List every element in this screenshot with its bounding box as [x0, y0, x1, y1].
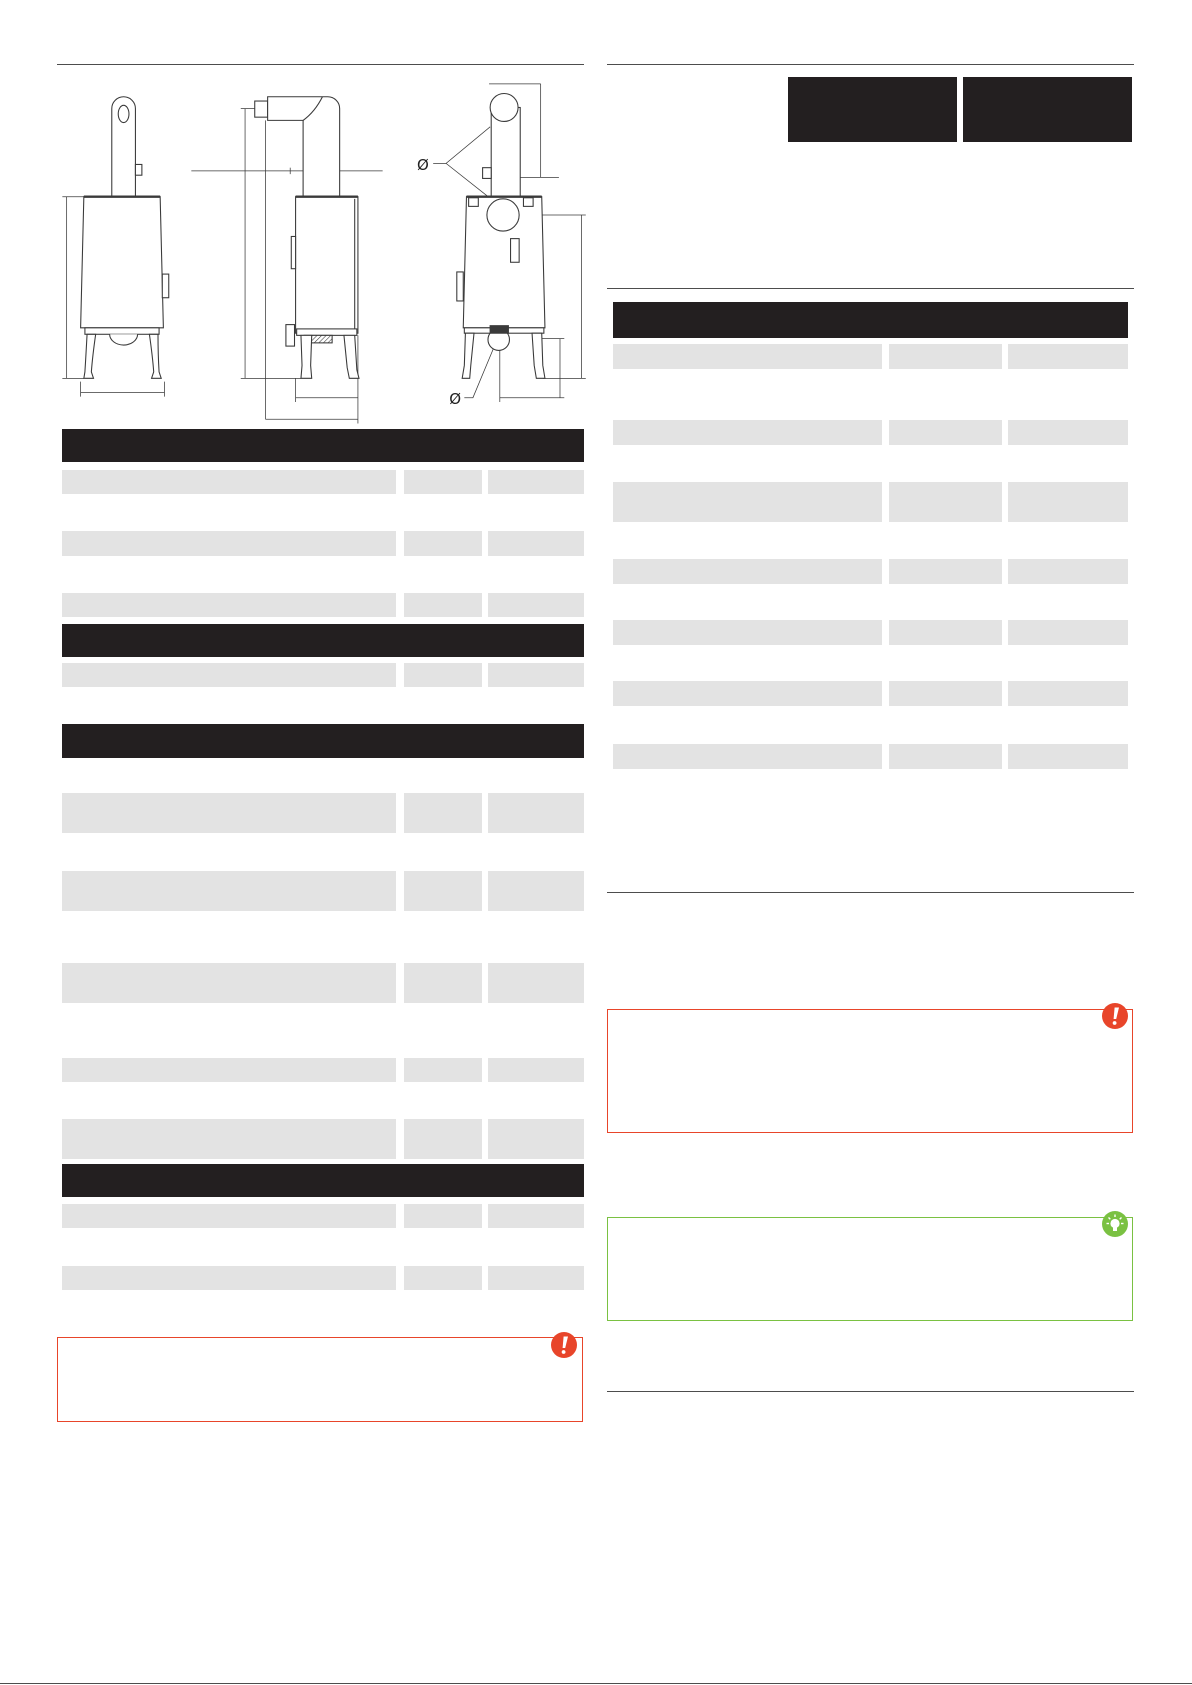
table-row — [613, 344, 1128, 369]
table-cell — [488, 663, 584, 687]
table-cell — [1008, 344, 1128, 369]
table-cell — [613, 482, 882, 522]
front-right-leg — [149, 334, 161, 378]
side-door-hinge — [291, 236, 295, 268]
table-row — [613, 744, 1128, 769]
rear-vent-slot — [511, 239, 520, 263]
table-cell — [62, 593, 396, 617]
table-cell — [488, 1204, 584, 1228]
lightbulb-icon — [1102, 1211, 1128, 1237]
front-ash-pan — [110, 334, 138, 345]
right-rule-3 — [607, 892, 1134, 893]
front-door-handle — [162, 274, 168, 298]
table-cell — [488, 1119, 584, 1159]
table-cell — [889, 420, 1002, 445]
rear-flue-outlet — [487, 199, 519, 231]
left-table-header-2 — [62, 624, 584, 657]
table-cell — [889, 620, 1002, 645]
rear-corner-bracket-left — [469, 198, 479, 207]
exclamation-icon — [551, 1332, 577, 1358]
table-row — [62, 871, 584, 911]
side-right-leg — [344, 335, 359, 378]
table-row — [62, 1119, 584, 1159]
table-cell — [62, 1204, 396, 1228]
rear-flue-outlet-top — [490, 94, 518, 122]
table-cell — [62, 470, 396, 494]
table-cell — [404, 663, 482, 687]
table-cell — [488, 593, 584, 617]
table-cell — [1008, 744, 1128, 769]
rear-corner-bracket-right — [523, 198, 533, 207]
table-cell — [1008, 681, 1128, 706]
front-stove-body — [81, 197, 164, 328]
front-view-drawing — [62, 97, 168, 397]
side-flue-end-cap — [255, 101, 268, 117]
table-row — [613, 482, 1128, 522]
left-table-header-3 — [62, 724, 584, 758]
rear-right-leg — [532, 333, 545, 378]
table-row — [62, 1266, 584, 1290]
table-cell — [1008, 620, 1128, 645]
table-cell — [488, 1058, 584, 1082]
table-row — [62, 1058, 584, 1082]
table-cell — [613, 681, 882, 706]
table-cell — [62, 1119, 396, 1159]
table-cell — [404, 963, 482, 1003]
front-base-plate — [85, 328, 159, 334]
page-bottom-rule — [0, 1683, 1192, 1684]
side-base-plate — [297, 329, 357, 335]
table-cell — [404, 1119, 482, 1159]
model-header-box-1 — [788, 77, 957, 142]
table-cell — [62, 663, 396, 687]
side-left-leg — [301, 335, 312, 378]
left-table-header-1 — [62, 429, 584, 462]
model-header-box-2 — [963, 77, 1132, 142]
table-cell — [613, 620, 882, 645]
front-flue-damper — [135, 164, 141, 175]
rear-flue-collar — [483, 168, 492, 179]
table-cell — [404, 793, 482, 833]
table-cell — [613, 420, 882, 445]
table-cell — [1008, 559, 1128, 584]
table-cell — [404, 871, 482, 911]
rear-air-inlet-mount — [490, 326, 508, 334]
table-cell — [62, 531, 396, 556]
side-flue-elbow — [268, 97, 340, 197]
diameter-symbol-top: Ø — [417, 155, 429, 174]
table-cell — [613, 559, 882, 584]
table-row — [62, 470, 584, 494]
right-table-header — [613, 302, 1128, 338]
table-row — [613, 681, 1128, 706]
table-cell — [1008, 420, 1128, 445]
table-cell — [1008, 482, 1128, 522]
table-row — [62, 963, 584, 1003]
table-row — [62, 663, 584, 687]
table-cell — [889, 681, 1002, 706]
table-cell — [404, 470, 482, 494]
table-row — [613, 620, 1128, 645]
table-cell — [488, 793, 584, 833]
table-cell — [62, 1058, 396, 1082]
table-cell — [488, 963, 584, 1003]
rear-side-handle — [457, 272, 463, 301]
table-cell — [62, 871, 396, 911]
rear-left-leg — [462, 333, 474, 378]
exclamation-icon — [1102, 1003, 1128, 1029]
right-warning-box — [607, 1009, 1133, 1133]
table-cell — [488, 531, 584, 556]
table-row — [62, 593, 584, 617]
table-cell — [62, 793, 396, 833]
right-tip-box — [607, 1217, 1133, 1321]
table-cell — [889, 744, 1002, 769]
table-row — [62, 531, 584, 556]
table-cell — [404, 1204, 482, 1228]
table-cell — [404, 1266, 482, 1290]
table-cell — [62, 963, 396, 1003]
table-cell — [889, 559, 1002, 584]
table-cell — [404, 1058, 482, 1082]
front-left-leg — [84, 334, 96, 378]
rear-view-drawing — [417, 84, 586, 408]
table-cell — [488, 470, 584, 494]
table-cell — [488, 1266, 584, 1290]
table-row — [613, 559, 1128, 584]
side-air-spigot — [286, 325, 295, 346]
table-cell — [889, 344, 1002, 369]
front-flue-cap-oval — [118, 105, 129, 122]
side-view-drawing — [191, 97, 382, 424]
table-row — [613, 420, 1128, 445]
table-row — [62, 1204, 584, 1228]
left-table-header-4 — [62, 1164, 584, 1197]
diameter-symbol-bottom: Ø — [449, 390, 462, 409]
right-rule-4 — [607, 1391, 1134, 1392]
table-cell — [62, 1266, 396, 1290]
table-cell — [488, 871, 584, 911]
table-cell — [613, 744, 882, 769]
table-cell — [889, 482, 1002, 522]
left-warning-box — [57, 1337, 583, 1422]
table-row — [62, 793, 584, 833]
side-stove-body — [296, 197, 358, 334]
table-cell — [613, 344, 882, 369]
table-cell — [404, 593, 482, 617]
table-cell — [404, 531, 482, 556]
